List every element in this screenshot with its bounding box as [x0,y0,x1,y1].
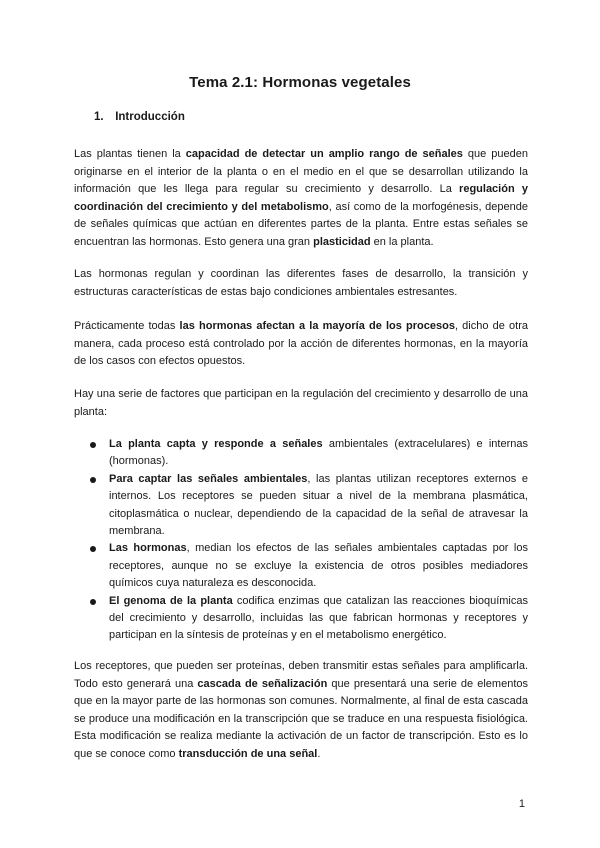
p5-text-1: Los receptores, que pueden ser proteínas, deben transmitir estas señales para amplificarla. Todo esto generará una [74,660,528,690]
p1-bold-3: plasticidad [313,235,371,248]
p3-bold-1: las hormonas afectan a la mayoría de los procesos [179,320,455,332]
p3-text-2: , dicho de otra manera, cada proceso está controlado por la acción de diferentes hormonas, en la mayoría de los casos con efectos opuestos. [74,320,528,368]
p1-bold-1: capacidad de detectar un amplio rango de señales [185,148,463,160]
list-item [90,593,528,645]
list-item-bold: Para captar las señales ambientales [109,472,308,485]
p1-text-4: en la planta. [370,235,434,248]
bullet-icon [90,477,96,483]
section-heading [94,111,185,123]
list-item-text: , las plantas utilizan receptores externos e internos. Los receptores se pueden situar a nivel de la membrana plasmática, citoplasmática o nuclear, dependiendo de la capacidad de la señal de atravesar la membrana. [109,472,528,538]
paragraph-receptors [74,658,528,764]
p5-text-2: que presentará una serie de elementos que en la mayor parte de las hormonas son comunes. Normalmente, al final de esta cascada se produce una modificación en la transcripción que se traduce en una respuesta fisiológica. Esta modificación se realiza mediante la activación de un factor de transcripción. Esto es lo que se conoce como [74,677,528,760]
p1-text-3: , así como de la morfogénesis, depende de señales químicas que actúan en diferentes partes de la planta. Entre estas señales se encuentran las hormonas. Esto genera una gran [74,200,528,248]
page-title: Tema 2.1: Hormonas vegetales [189,74,411,91]
list-item [90,540,528,592]
section-number: 1. [94,111,104,123]
list-item-text: , median los efectos de las señales ambientales captadas por los receptores, aunque no se excluye la existencia de otros posibles mediadores químicos cuya naturaleza es desconocida. [109,542,528,590]
list-item-text: codifica enzimas que catalizan las reacciones bioquímicas del crecimiento y desarrollo, incluidas las que fabrican hormonas y receptores y participan en la síntesis de proteínas y en el metabolismo energético. [109,594,528,642]
p1-text-2: que pueden originarse en el interior de la planta o en el medio en el que se desarrollan utilizando la información que les llega para regular su crecimiento y desarrollo. La [74,148,528,196]
p5-bold-2: transducción de una señal [178,747,318,760]
paragraph-intro [74,146,528,252]
list-item-bold: La planta capta y responde a señales [109,438,323,450]
p3-text-1: Prácticamente todas [74,320,180,332]
paragraph-hormones: Las hormonas regulan y coordinan las diferentes fases de desarrollo, la transición y estructuras características de estas bajo condiciones ambientales estresantes. [74,268,528,298]
page-number: 1 [518,798,525,810]
list-item [90,436,528,471]
list-item-text: ambientales (extracelulares) e internas (hormonas). [109,438,528,468]
list-item-bold: Las hormonas [109,542,187,555]
factors-list [90,436,528,645]
list-item-bold: El genoma de la planta [109,594,233,607]
p1-text-1: Las plantas tienen la [74,148,186,160]
p5-bold-1: cascada de señalización [197,677,328,690]
paragraph-processes [74,318,528,371]
p1-bold-2: regulación y coordinación del crecimiento y del metabolismo [74,183,528,213]
bullet-icon [90,599,96,605]
paragraph-factors: Hay una serie de factores que participan en la regulación del crecimiento y desarrollo de una planta: [74,388,528,418]
bullet-icon [90,546,96,552]
section-label: Introducción [115,111,185,123]
list-item [90,471,528,541]
p5-text-3: . [317,747,321,760]
bullet-icon [90,442,96,448]
